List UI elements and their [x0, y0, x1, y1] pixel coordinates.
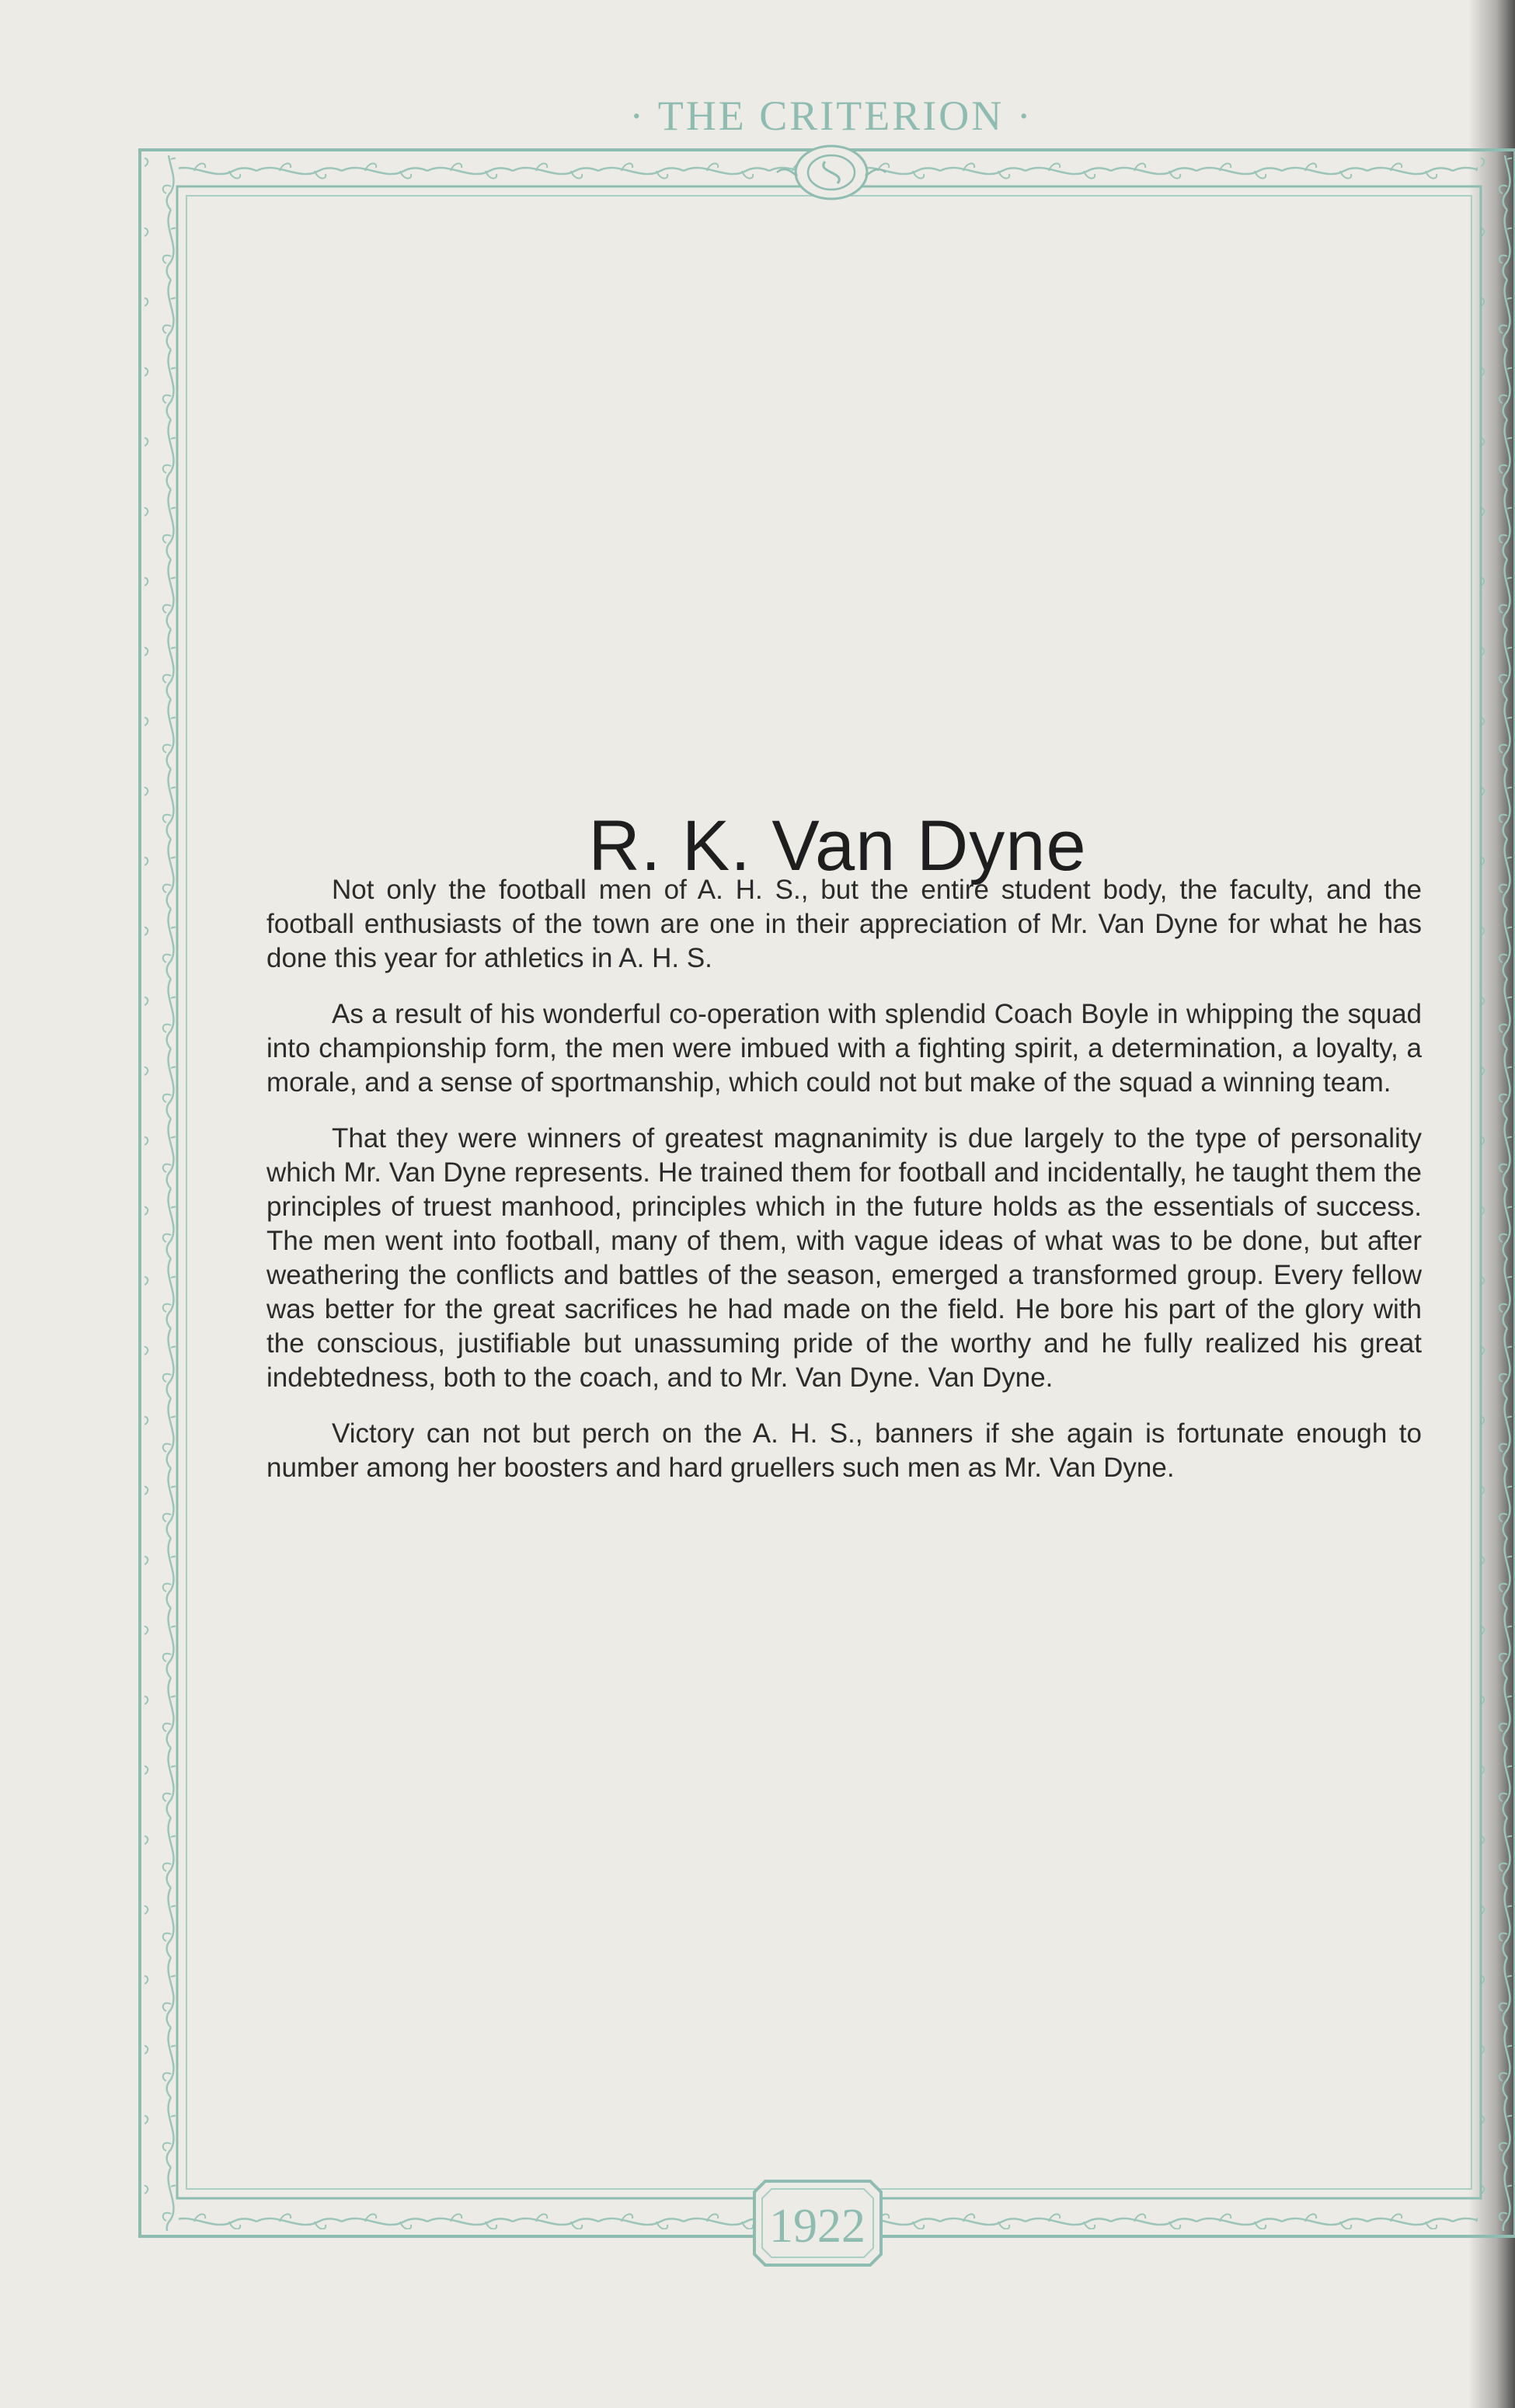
- border-right-vine: [1481, 155, 1512, 2231]
- article-title: R. K. Van Dyne: [588, 806, 1087, 886]
- top-center-ornament: [777, 146, 886, 199]
- running-head: · THE CRITERION ·: [629, 92, 1033, 139]
- year-label: 1922: [769, 2200, 865, 2253]
- paragraph-3: That they were winners of greatest magnanimity is due largely to the type of personality which Mr. Van Dyne represents. He trained them for football and incidentally, he taught them the principles of truest manhood, principles which in the future holds as the essentials of success. The men went into football, many of them, with vague ideas of what was to be done, but after weathering the conflicts and battles of the season, emerged a transformed group. Every fellow was better for the great sacrifices he had made on the field. He bore his part of the glory with the conscious, justifiable but unassuming pride of the worthy and he fully realized his great indebtedness, both to the coach, and to Mr. Van Dyne. Van Dyne.: [266, 1123, 1422, 1393]
- article-body: [266, 873, 1422, 1507]
- paragraph-2: As a result of his wonderful co-operation with splendid Coach Boyle in whipping the squad into championship form, the men were imbued with a fighting spirit, a determination, a loyalty, a morale, and a sense of sportmanship, which could not but make of the squad a winning team.: [266, 999, 1422, 1098]
- paragraph-4: Victory can not but perch on the A. H. S., banners if she again is fortunate enough to number among her boosters and hard gruellers such men as Mr. Van Dyne.: [266, 1418, 1422, 1483]
- border-left-vine: [145, 155, 176, 2231]
- paragraph-1: Not only the football men of A. H. S., but the entire student body, the faculty, and the football enthusiasts of the town are one in their appreciation of Mr. Van Dyne for what he has done this year for athletics in A. H. S.: [266, 875, 1422, 973]
